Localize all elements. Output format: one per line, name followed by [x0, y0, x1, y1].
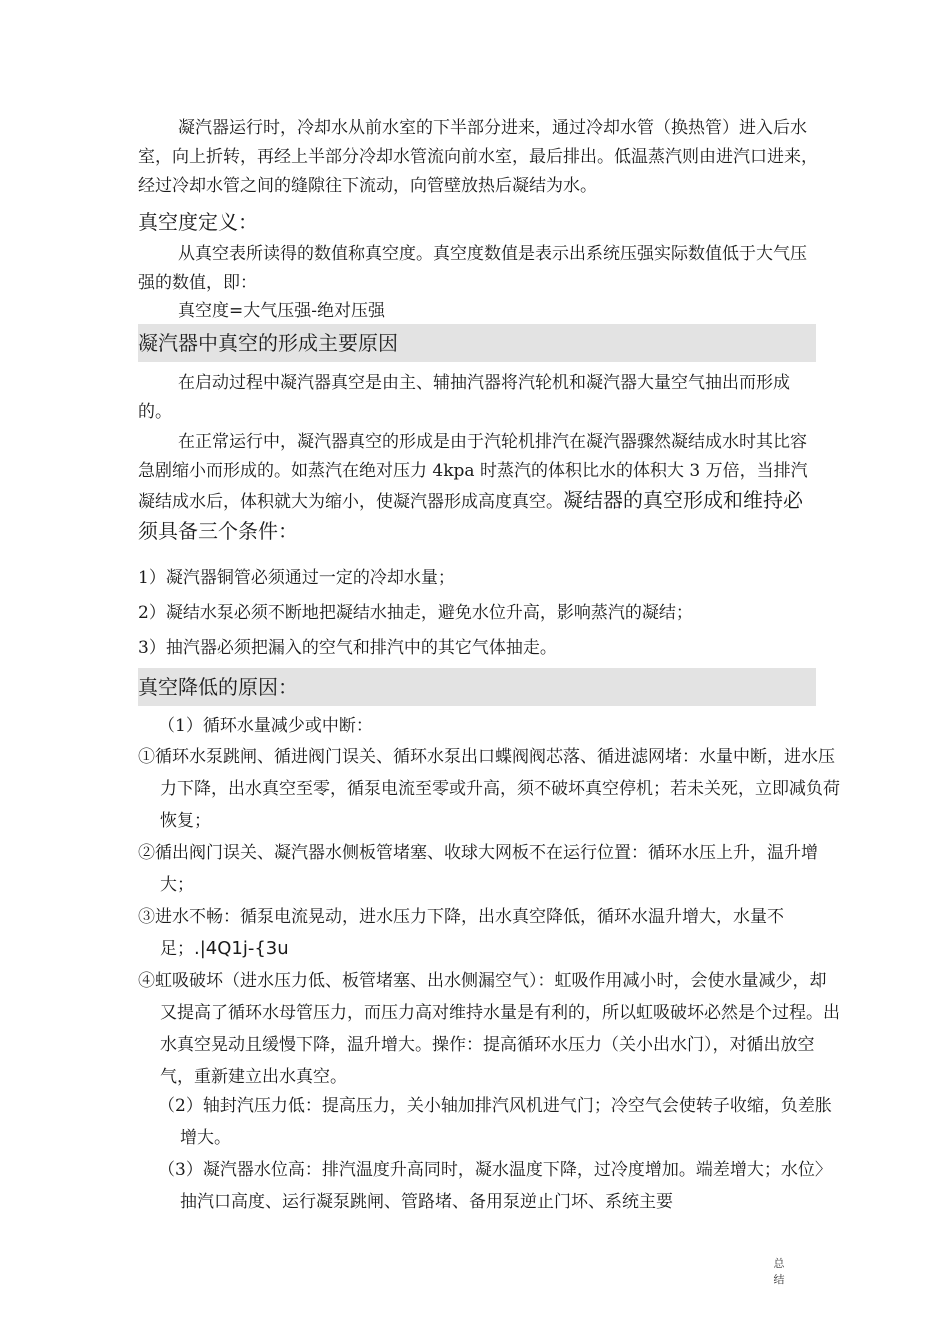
formation-conditions-lead: 凝结器的真空形成和维持必须具备三个条件： [138, 488, 803, 543]
formation-paragraph-1: 在启动过程中凝汽器真空是由主、辅抽汽器将汽轮机和凝汽器大量空气抽出而形成的。 [138, 373, 790, 422]
reason-item: ④虹吸破坏（进水压力低、板管堵塞、出水侧漏空气）：虹吸作用减小时，会使水量减少，却又提高了循环水母管压力，而压力高对维持水量是有利的，所以虹吸破坏必然是个过程。出水真空晃动且缓慢下降，温升增大。操作：提高循环水压力（关小出水门），对循出放空气，重新建立出水真空。 [138, 971, 840, 1087]
formation-heading: 凝汽器中真空的形成主要原因 [138, 324, 816, 362]
reason-subheading-1: （1）循环水量减少或中断： [158, 716, 373, 736]
reason-subheading-3: （3）凝汽器水位高：排汽温度升高同时，凝水温度下降，过冷度增加。端差增大；水位〉抽汽口高度、运行凝泵跳闸、管路堵、备用泵逆止门坏、系统主要 [158, 1160, 832, 1212]
reason-item-text: ③进水不畅：循泵电流晃动，进水压力下降，出水真空降低，循环水温升增大，水量不足； [138, 907, 784, 959]
vacuum-formula: 真空度=大气压强-绝对压强 [178, 301, 385, 321]
intro-paragraph: 凝汽器运行时，冷却水从前水室的下半部分进来，通过冷却水管（换热管）进入后水室，向上折转，再经上半部分冷却水管流向前水室，最后排出。低温蒸汽则由进汽口进来，经过冷却水管之间的缝隙往下流动，向管壁放热后凝结为水。 [138, 118, 818, 196]
reason-item: ①循环水泵跳闸、循进阀门误关、循环水泵出口蝶阀阀芯落、循进滤网堵：水量中断，进水压力下降，出水真空至零，循泵电流至零或升高，须不破坏真空停机；若未关死，立即减负荷恢复； [138, 747, 840, 831]
formation-paragraph-2-text: 在正常运行中，凝汽器真空的形成是由于汽轮机排汽在凝汽器骤然凝结成水时其比容急剧缩小而形成的。如蒸汽在绝对压力 4kpa 时蒸汽的体积比水的体积大 3 万倍，当排汽凝结成水后，体积就大为缩小，使凝汽器形成高度真空。 [138, 432, 808, 512]
reasons-heading: 真空降低的原因： [138, 668, 816, 706]
page-footer: 总结 [773, 1257, 785, 1286]
vacuum-definition-heading: 真空度定义： [138, 210, 258, 234]
condition-item: 3）抽汽器必须把漏入的空气和排汽中的其它气体抽走。 [138, 638, 557, 658]
vacuum-definition-text: 从真空表所读得的数值称真空度。真空度数值是表示出系统压强实际数值低于大气压强的数值，即： [138, 244, 807, 293]
formation-paragraph-2 [138, 428, 818, 548]
reason-item: ②循出阀门误关、凝汽器水侧板管堵塞、收球大网板不在运行位置：循环水压上升，温升增大； [138, 843, 818, 895]
scan-noise-text: .|4Q1j-{3u [194, 938, 289, 959]
condition-item: 2）凝结水泵必须不断地把凝结水抽走，避免水位升高，影响蒸汽的凝结； [138, 603, 693, 623]
reason-subheading-2: （2）轴封汽压力低：提高压力，关小轴加排汽风机进气门；冷空气会使转子收缩，负差胀增大。 [158, 1096, 832, 1148]
condition-item: 1）凝汽器铜管必须通过一定的冷却水量； [138, 568, 455, 588]
reason-item [138, 901, 840, 965]
